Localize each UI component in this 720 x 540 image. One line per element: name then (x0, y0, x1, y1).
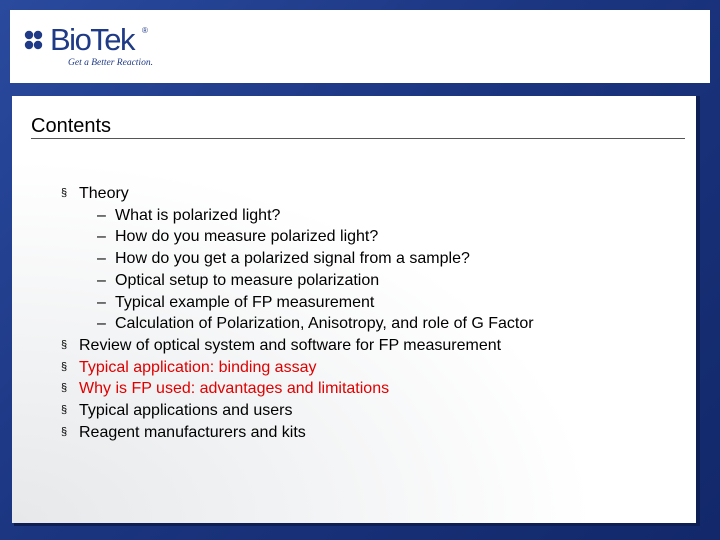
title-divider (31, 138, 685, 139)
dash-icon: – (97, 271, 106, 289)
sub-list-item (79, 292, 534, 314)
header-bar (10, 10, 710, 83)
sub-list-item (79, 248, 534, 270)
dash-icon: – (97, 250, 106, 268)
list-item (61, 400, 534, 422)
list-item-text: Review of optical system and software for FP measurement (79, 336, 502, 354)
sub-list-item (79, 270, 534, 292)
panel-shadow-right (696, 96, 700, 526)
dash-icon: – (97, 206, 106, 224)
sub-list-item (79, 205, 534, 227)
list-item-text: Theory (79, 185, 129, 202)
panel-shadow-bottom (14, 523, 700, 526)
bullet-icon: § (61, 338, 68, 351)
bullet-icon: § (61, 187, 68, 199)
list-item-text: Typical application: binding assay (79, 358, 317, 376)
list-item (61, 357, 534, 379)
sub-list (79, 205, 534, 335)
bullet-icon: § (61, 382, 68, 395)
list-item (61, 378, 534, 400)
list-item-text: Why is FP used: advantages and limitations (79, 380, 390, 398)
list-item (61, 183, 534, 335)
sub-list-item (79, 226, 534, 248)
slide-title: Contents (31, 115, 112, 137)
registered-mark: ® (142, 26, 148, 35)
bullet-icon: § (61, 425, 68, 438)
contents-list (61, 183, 534, 443)
logo-wordmark: BioTek (50, 22, 135, 57)
slide-content (12, 96, 696, 523)
list-item-text: Reagent manufacturers and kits (79, 423, 306, 441)
sub-list-item-text: How do you get a polarized signal from a sample? (115, 250, 470, 268)
sub-list-item (79, 313, 534, 335)
sub-list-item-text: Calculation of Polarization, Anisotropy, and role of G Factor (115, 315, 534, 333)
list-item (61, 422, 534, 444)
dash-icon: – (97, 293, 106, 311)
dash-icon: – (97, 228, 106, 246)
list-item-text: Typical applications and users (79, 402, 293, 420)
sub-list-item-text: Typical example of FP measurement (115, 293, 375, 311)
sub-list-item-text: Optical setup to measure polarization (115, 271, 380, 289)
sub-list-item-text: How do you measure polarized light? (115, 228, 379, 246)
biotek-dots-icon (24, 30, 48, 54)
logo-tagline: Get a Better Reaction. (68, 58, 153, 68)
bullet-icon: § (61, 404, 68, 417)
list-item (61, 335, 534, 357)
biotek-logo (24, 22, 194, 82)
dash-icon: – (97, 315, 106, 333)
bullet-icon: § (61, 360, 68, 373)
sub-list-item-text: What is polarized light? (115, 206, 281, 224)
